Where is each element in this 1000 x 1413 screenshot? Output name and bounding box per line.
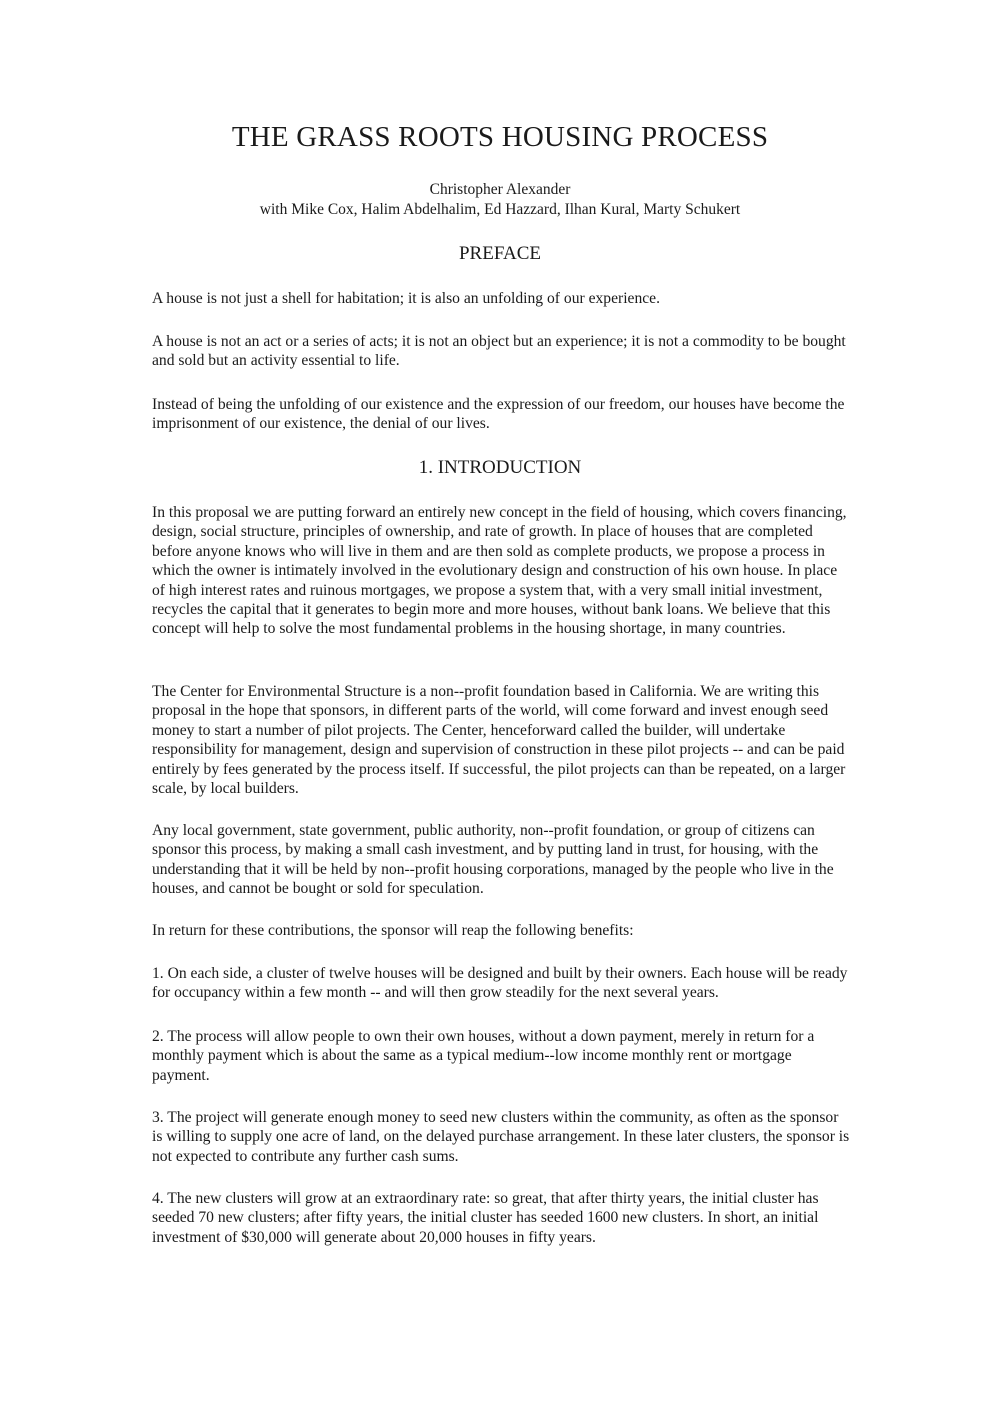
document-title: THE GRASS ROOTS HOUSING PROCESS xyxy=(231,121,769,153)
introduction-paragraph: In return for these contributions, the sponsor will reap the following benefits: xyxy=(152,922,634,939)
author-name: Christopher Alexander xyxy=(429,181,571,198)
introduction-paragraph: Any local government, state government, public authority, non--profit foundation, or group of citizens can sponsor this process, by making a small cash investment, and by putting land in trust, for housing, with the understanding that it will be held by non--profit housing corporations, managed by the people who live in the houses, and cannot be bought or sold for speculation. xyxy=(152,822,834,898)
preface-heading: PREFACE xyxy=(458,243,541,264)
introduction-paragraph: In this proposal we are putting forward an entirely new concept in the field of housing, which covers financing, design, social structure, principles of ownership, and rate of growth. In place of houses that are completed before anyone knows who will live in them and are then sold as complete products, we propose a process in which the owner is intimately involved in the evolutionary design and construction of his own house. In place of high interest rates and ruinous mortgages, we propose a system that, with a very small initial investment, recycles the capital that it generates to begin more and more houses, without bank loans. We believe that this concept will help to solve the most fundamental problems in the housing shortage, in many countries. xyxy=(152,504,847,638)
preface-paragraph: A house is not an act or a series of acts; it is not an object but an experience; it is not a commodity to be bought and sold but an activity essential to life. xyxy=(152,333,846,370)
introduction-heading: 1. INTRODUCTION xyxy=(418,457,582,478)
introduction-paragraph: The Center for Environmental Structure is a non--profit foundation based in California. We are writing this proposal in the hope that sponsors, in different parts of the world, will come forward and invest enough seed money to start a number of pilot projects. The Center, henceforward called the builder, will undertake responsibility for management, design and supervision of construction in these pilot projects -- and can be paid entirely by fees generated by the process itself. If successful, the pilot projects can than be repeated, on a larger scale, by local builders. xyxy=(152,683,846,798)
benefit-item: 2. The process will allow people to own their own houses, without a down payment, merely in return for a monthly payment which is about the same as a typical medium--low income monthly rent or mortgage payment. xyxy=(152,1028,815,1084)
preface-paragraph: Instead of being the unfolding of our existence and the expression of our freedom, our houses have become the imprisonment of our existence, the denial of our lives. xyxy=(152,396,845,433)
benefit-item: 1. On each side, a cluster of twelve houses will be designed and built by their owners. Each house will be ready for occupancy within a few month -- and will then grow steadily for the next several years. xyxy=(152,965,848,1002)
preface-paragraph: A house is not just a shell for habitation; it is also an unfolding of our experience. xyxy=(152,290,660,307)
benefit-item: 3. The project will generate enough money to seed new clusters within the community, as often as the sponsor is willing to supply one acre of land, on the delayed purchase arrangement. In these later clusters, the sponsor is not expected to contribute any further cash sums. xyxy=(152,1109,850,1165)
coauthors-line: with Mike Cox, Halim Abdelhalim, Ed Hazzard, Ilhan Kural, Marty Schukert xyxy=(259,201,741,218)
benefit-item: 4. The new clusters will grow at an extraordinary rate: so great, that after thirty years, the initial cluster has seeded 70 new clusters; after fifty years, the initial cluster has seeded 1600 new clusters. In short, an initial investment of $30,000 will generate about 20,000 houses in fifty years. xyxy=(152,1190,819,1246)
